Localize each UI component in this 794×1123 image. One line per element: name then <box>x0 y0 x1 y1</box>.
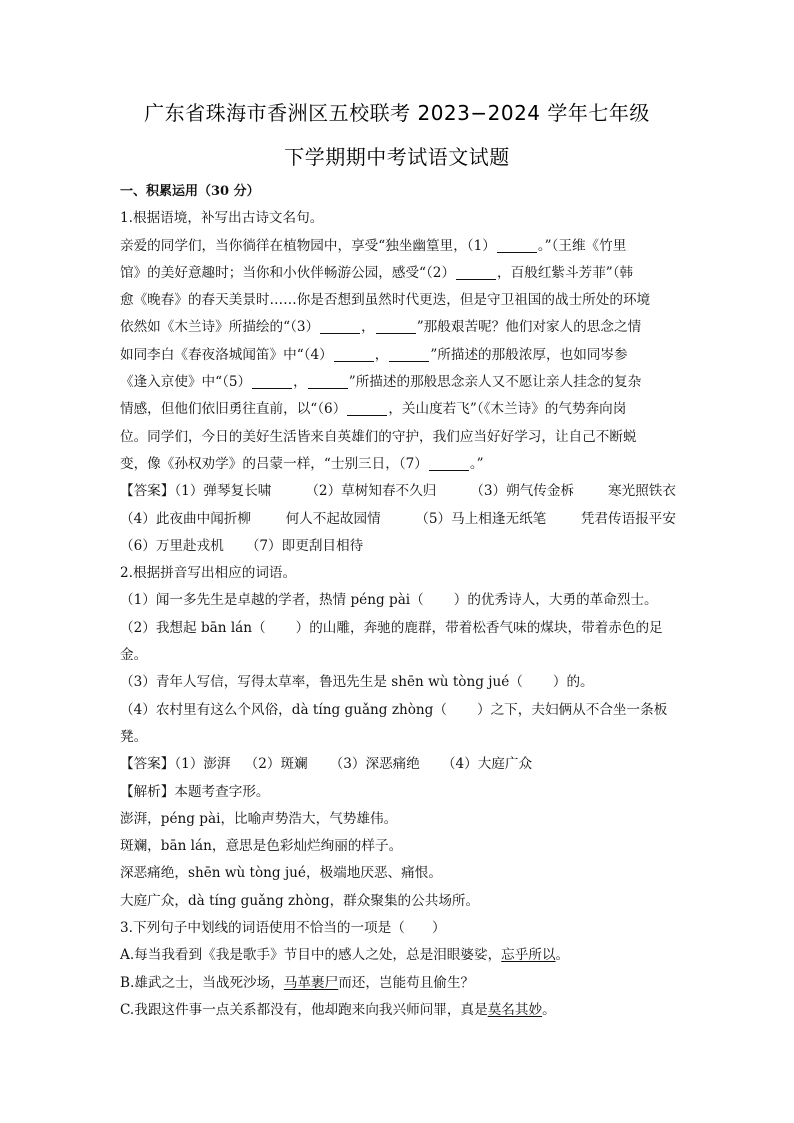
fill-blank <box>456 265 496 280</box>
question-3-prompt: 3.下列句子中划线的词语使用不恰当的一项是（ ） <box>120 920 446 937</box>
fill-blank <box>347 401 387 416</box>
q2-item-line: （3）青年人写信，写得太草率，鲁迅先生是 shēn wù tòng jué（ ）的。 <box>120 674 594 691</box>
q1-passage-line: 变，像《孙权劝学》的吕蒙一样，“士别三日，（7） 。” <box>120 455 484 472</box>
q3-option-c: C.我跟这件事一点关系都没有，他却跑来向我兴师问罪，真是莫名其妙。 <box>120 1001 556 1018</box>
q1-passage-line: 馆》的美好意趣时；当你和小伙伴畅游公园，感受“（2） ，百般红紫斗芳菲”（韩 <box>120 264 634 281</box>
q1-passage-line: 愈《晚春》的春天美景时……你是否想到虽然时代更迭，但是守卫祖国的战士所处的环境 <box>120 292 651 309</box>
fill-blank <box>389 347 429 362</box>
underlined-term: 忘乎所以 <box>501 947 556 964</box>
fill-blank <box>429 456 469 471</box>
q1-passage-line: 依然如《木兰诗》所描绘的“（3） ， ”那般艰苦呢？他们对家人的思念之情 <box>120 319 642 336</box>
q1-passage-line: 《逢入京使》中“（5） ， ”所描述的那般思念亲人又不愿让亲人挂念的复杂 <box>120 374 642 391</box>
fill-blank <box>376 319 416 334</box>
q1-passage-line: 位。同学们，今日的美好生活皆来自英雄们的守护，我们应当好好学习，让自己不断蜕 <box>120 428 637 445</box>
fill-blank <box>252 374 292 389</box>
q2-analysis-line: 斑斓，bān lán，意思是色彩灿烂绚丽的样子。 <box>120 838 403 855</box>
q1-passage-line: 亲爱的同学们，当你徜徉在植物园中，享受“独坐幽篁里，（1） 。”（王维《竹里 <box>120 237 627 254</box>
q1-passage-line: 情感，但他们依旧勇往直前，以“（6） ，关山度若飞”（《木兰诗》的气势奔向岗 <box>120 401 627 418</box>
q1-answer-row: 【答案】（1）弹琴复长啸 （2）草树知春不久归 （3）朔气传金柝 寒光照铁衣 <box>120 483 676 500</box>
q1-answer-row: （6）万里赴戎机 （7）即更刮目相待 <box>120 537 364 554</box>
fill-blank <box>308 374 348 389</box>
q2-analysis-line: 深恶痛绝，shēn wù tòng jué，极端地厌恶、痛恨。 <box>120 865 442 882</box>
document-title-line2: 下学期期中考试语文试题 <box>284 145 510 169</box>
question-1-prompt: 1.根据语境，补写出古诗文名句。 <box>120 210 324 227</box>
q3-option-a: A.每当我看到《我是歌手》节目中的感人之处，总是泪眼婆娑，忘乎所以。 <box>120 947 570 964</box>
q2-item-line: （1）闻一多先生是卓越的学者，热情 péng pài（ ）的优秀诗人，大勇的革命烈士。 <box>120 592 658 609</box>
document-title-line1: 广东省珠海市香洲区五校联考 2023−2024 学年七年级 <box>144 101 650 125</box>
question-2-prompt: 2.根据拼音写出相应的词语。 <box>120 565 297 582</box>
document-body <box>120 178 676 1024</box>
fill-blank <box>497 238 537 253</box>
q1-passage-line: 如同李白《春夜洛城闻笛》中“（4） ， ”所描述的那般浓厚，也如同岑参 <box>120 346 628 363</box>
q2-analysis-line: 澎湃，péng pài，比喻声势浩大，气势雄伟。 <box>120 810 398 827</box>
q2-analysis-line: 【解析】本题考查字形。 <box>120 783 270 800</box>
underlined-term: 莫名其妙 <box>487 1001 543 1018</box>
q2-item-line: （2）我想起 bān lán（ ）的山雕，奔驰的鹿群，带着松香气味的煤块，带着赤色的足 <box>120 619 663 636</box>
q2-item-line: 金。 <box>120 647 148 664</box>
q2-answer: 【答案】（1）澎湃 （2）斑斓 （3）深恶痛绝 （4）大庭广众 <box>120 756 533 773</box>
underlined-term: 马革裹尸 <box>283 974 339 991</box>
q1-answer-row: （4）此夜曲中闻折柳 何人不起故园情 （5）马上相逢无纸笔 凭君传语报平安 <box>120 510 676 527</box>
q2-item-line: （4）农村里有这么个风俗，dà tíng guǎng zhòng（ ）之下，夫妇俩从不合坐一条板 <box>120 701 668 718</box>
q3-option-b: B.雄武之士，当战死沙场，马革裹尸而还，岂能苟且偷生？ <box>120 974 475 991</box>
fill-blank <box>320 319 360 334</box>
q2-analysis-line: 大庭广众，dà tíng guǎng zhòng，群众聚集的公共场所。 <box>120 892 480 909</box>
q2-item-line: 凳。 <box>120 728 148 745</box>
section-heading: 一、积累运用（30 分） <box>120 184 260 199</box>
fill-blank <box>334 347 374 362</box>
